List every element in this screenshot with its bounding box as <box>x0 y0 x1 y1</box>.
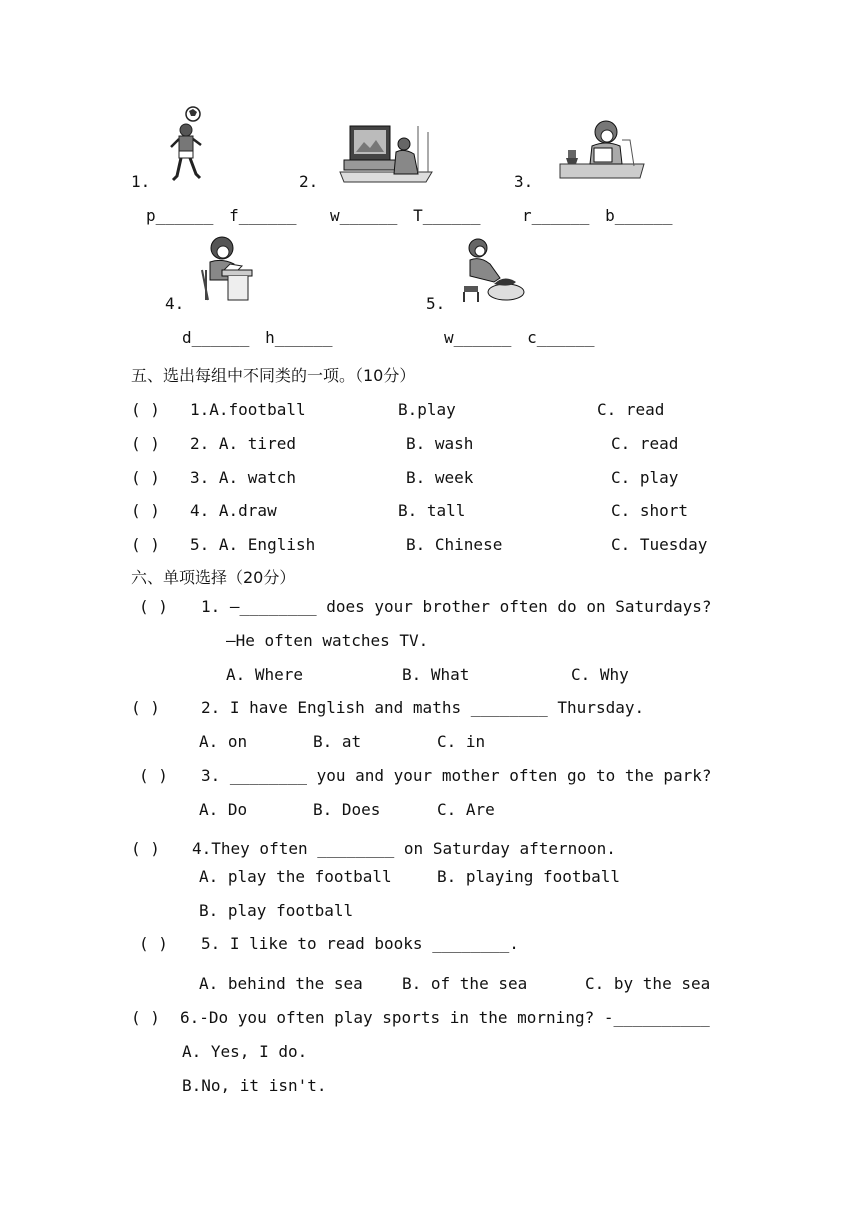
question-stem: 1.A.football <box>190 400 306 419</box>
question-stem: 5. I like to read books ________. <box>201 934 519 953</box>
picture-3 <box>558 116 646 180</box>
word-hint: f______ <box>229 206 297 225</box>
option-c: C. in <box>437 732 486 751</box>
picture-2 <box>336 118 436 184</box>
option-c: C. short <box>611 501 689 520</box>
picture-5 <box>460 236 528 306</box>
question-answer-line: —He often watches TV. <box>226 631 429 650</box>
picture-4 <box>198 234 254 302</box>
girl-washing-clothes-icon <box>460 236 528 306</box>
picture-number: 1. <box>131 172 151 191</box>
question-stem: 3. ________ you and your mother often go to the park? <box>201 766 712 785</box>
answer-bracket[interactable]: ( ) <box>131 434 160 453</box>
question-stem: 6.-Do you often play sports in the morning? -__________ <box>180 1008 710 1027</box>
option-c: C. by the sea <box>585 974 711 993</box>
answer-bracket[interactable]: ( ) <box>131 1008 160 1027</box>
question-stem: 4. A.draw <box>190 501 277 520</box>
option-c: C. read <box>611 434 679 453</box>
question-stem: 1. —________ does your brother often do on Saturdays? <box>201 597 712 616</box>
option-a: A. Where <box>226 665 304 684</box>
word-hint: w______ <box>444 328 512 347</box>
word-hint: r______ <box>522 206 590 225</box>
option-b: B. Chinese <box>406 535 503 554</box>
option-b: B. playing football <box>437 867 621 886</box>
word-hint: d______ <box>182 328 250 347</box>
word-hint: c______ <box>527 328 595 347</box>
option-b: B. wash <box>406 434 474 453</box>
picture-number: 4. <box>165 294 185 313</box>
option-c: C. read <box>597 400 665 419</box>
option-b: B. week <box>406 468 474 487</box>
picture-1 <box>166 104 210 186</box>
picture-number: 2. <box>299 172 319 191</box>
question-stem: 2. I have English and maths ________ Thursday. <box>201 698 645 717</box>
answer-bracket[interactable]: ( ) <box>139 597 168 616</box>
option-c: C. play <box>611 468 679 487</box>
word-hint-row-2 <box>330 206 481 226</box>
picture-number: 3. <box>514 172 534 191</box>
answer-bracket[interactable]: ( ) <box>131 839 160 858</box>
option-a: A. Yes, I do. <box>182 1042 308 1061</box>
option-b: B.No, it isn't. <box>182 1076 327 1095</box>
boy-doing-homework-icon <box>198 234 254 302</box>
option-b: B. What <box>402 665 470 684</box>
option-b: B. tall <box>398 501 466 520</box>
word-hint: T______ <box>413 206 481 225</box>
question-stem: 5. A. English <box>190 535 316 554</box>
answer-bracket[interactable]: ( ) <box>131 698 160 717</box>
answer-bracket[interactable]: ( ) <box>131 501 160 520</box>
option-b: B. at <box>313 732 362 751</box>
option-b: B. of the sea <box>402 974 528 993</box>
word-hint: w______ <box>330 206 398 225</box>
word-hint-row-4 <box>182 328 333 348</box>
answer-bracket[interactable]: ( ) <box>131 468 160 487</box>
word-hint: p______ <box>146 206 214 225</box>
question-stem: 2. A. tired <box>190 434 296 453</box>
word-hint: h______ <box>265 328 333 347</box>
option-b: B. Does <box>313 800 381 819</box>
word-hint-row-5 <box>444 328 595 348</box>
section-6-title: 六、单项选择（20分） <box>131 568 296 587</box>
answer-bracket[interactable]: ( ) <box>131 535 160 554</box>
answer-bracket[interactable]: ( ) <box>139 934 168 953</box>
section-5-title: 五、选出每组中不同类的一项。（10分） <box>131 366 416 385</box>
question-stem: 4.They often ________ on Saturday afternoon. <box>192 839 616 858</box>
option-c: C. Why <box>571 665 629 684</box>
option-a: A. behind the sea <box>199 974 363 993</box>
option-a: A. Do <box>199 800 248 819</box>
answer-bracket[interactable]: ( ) <box>131 400 160 419</box>
boy-heading-football-icon <box>166 104 210 186</box>
option-c: C. Are <box>437 800 495 819</box>
answer-bracket[interactable]: ( ) <box>139 766 168 785</box>
word-hint: b______ <box>605 206 673 225</box>
man-watching-tv-icon <box>336 118 436 184</box>
option-a: A. on <box>199 732 248 751</box>
option-c: C. Tuesday <box>611 535 708 554</box>
option-c: B. play football <box>199 901 354 920</box>
word-hint-row-1 <box>146 206 297 226</box>
word-hint-row-3 <box>522 206 673 226</box>
option-a: A. play the football <box>199 867 392 886</box>
picture-number: 5. <box>426 294 446 313</box>
option-b: B.play <box>398 400 456 419</box>
girl-reading-book-icon <box>558 116 646 180</box>
question-stem: 3. A. watch <box>190 468 296 487</box>
